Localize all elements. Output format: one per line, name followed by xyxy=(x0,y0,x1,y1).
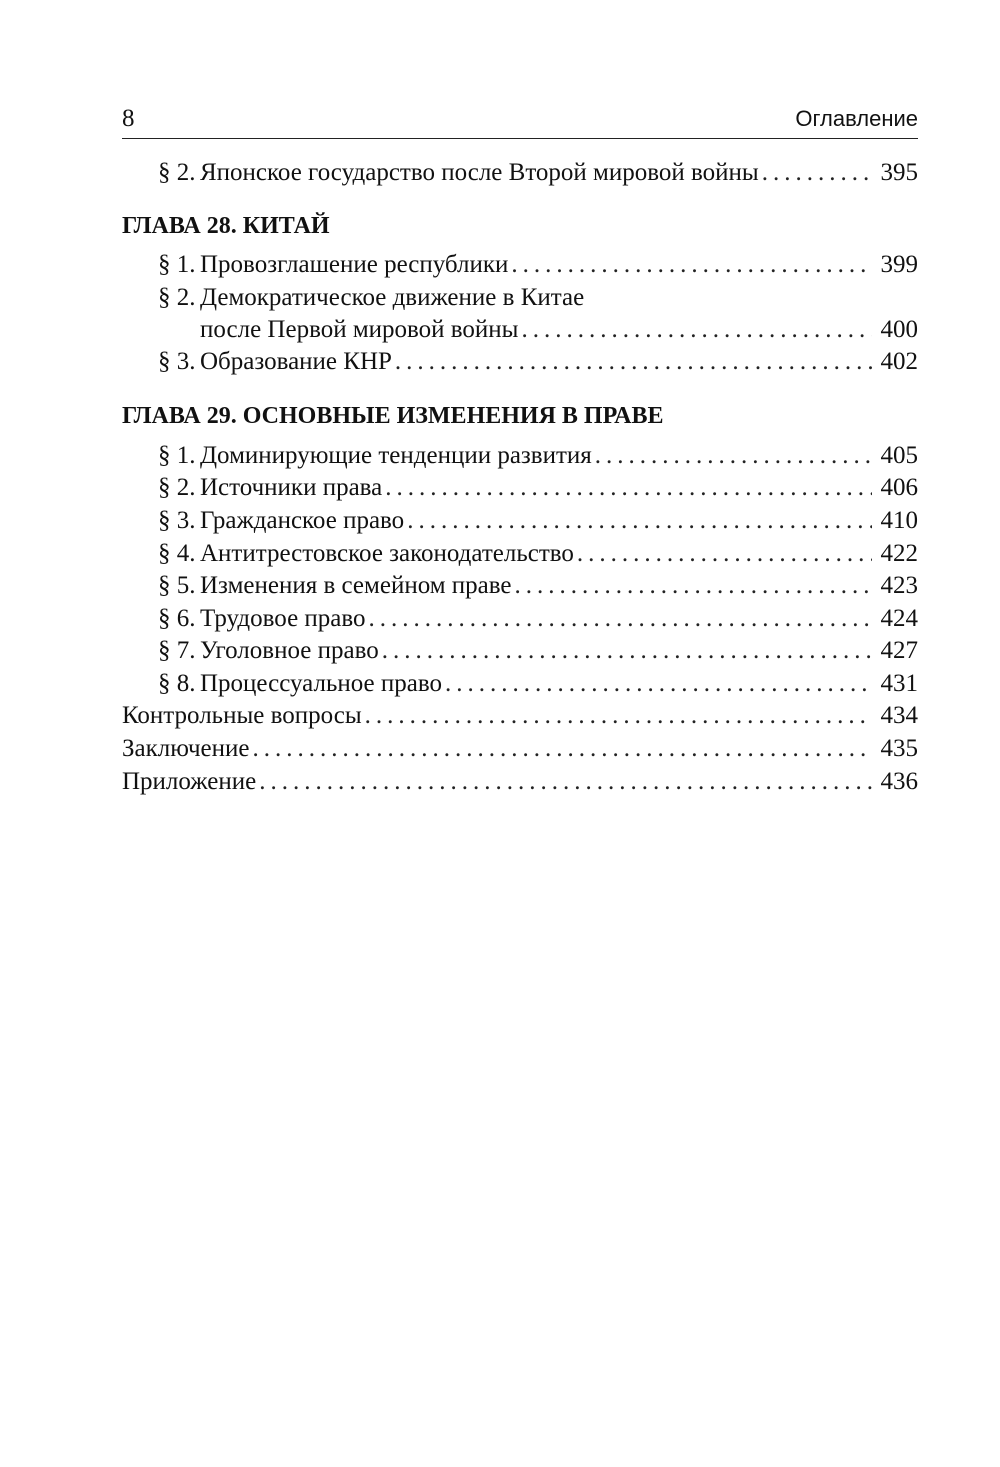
page-ref: 427 xyxy=(880,637,918,664)
toc-entry-control-questions[interactable] xyxy=(122,700,918,732)
section-title: Доминирующие тенденции развития xyxy=(200,442,592,469)
page-ref: 402 xyxy=(880,348,918,375)
leader-dots xyxy=(445,668,872,700)
leader-dots xyxy=(521,314,872,346)
section-title: Демократическое движение в Китае xyxy=(200,284,585,311)
page-ref: 423 xyxy=(880,572,918,599)
section-title: Антитрестовское законодательство xyxy=(200,540,574,567)
section-number: § 3. xyxy=(158,507,196,534)
toc-entry-ch29-s5[interactable] xyxy=(122,570,918,602)
section-title: Образование КНР xyxy=(200,348,392,375)
page-ref: 422 xyxy=(880,540,918,567)
page-number: 8 xyxy=(122,105,135,132)
section-number: § 1. xyxy=(158,251,196,278)
section-title: Источники права xyxy=(200,474,383,501)
section-title: Процессуальное право xyxy=(200,670,443,697)
toc-entry-conclusion[interactable] xyxy=(122,733,918,765)
page-ref: 424 xyxy=(880,605,918,632)
page-ref: 435 xyxy=(880,735,918,762)
section-number: § 8. xyxy=(158,670,196,697)
leader-dots xyxy=(253,733,873,765)
page-ref: 410 xyxy=(880,507,918,534)
leader-dots xyxy=(382,635,872,667)
entry-title: Приложение xyxy=(122,768,257,795)
toc-entry-prev-section[interactable] xyxy=(122,157,918,189)
section-number: § 2. xyxy=(158,284,196,311)
leader-dots xyxy=(365,700,872,732)
page-ref: 395 xyxy=(880,159,918,186)
page-ref: 399 xyxy=(880,251,918,278)
section-number: § 2. xyxy=(158,474,196,501)
section-title: Трудовое право xyxy=(200,605,366,632)
toc-entry-ch29-s3[interactable] xyxy=(122,505,918,537)
section-number: § 2. xyxy=(158,159,196,186)
leader-dots xyxy=(577,538,872,570)
page-ref: 405 xyxy=(880,442,918,469)
section-title-continued: после Первой мировой войны xyxy=(200,316,519,343)
leader-dots xyxy=(762,157,872,189)
leader-dots xyxy=(407,505,872,537)
toc-entry-ch29-s2[interactable] xyxy=(122,472,918,504)
toc-entry-appendix[interactable] xyxy=(122,766,918,798)
section-number: § 6. xyxy=(158,605,196,632)
leader-dots xyxy=(385,472,872,504)
chapter-28-heading[interactable]: ГЛАВА 28. КИТАЙ xyxy=(122,213,330,239)
section-title: Уголовное право xyxy=(200,637,379,664)
leader-dots xyxy=(259,766,872,798)
toc-entry-ch28-s1[interactable] xyxy=(122,249,918,281)
section-title: Гражданское право xyxy=(200,507,405,534)
toc-entry-ch28-s2-line2[interactable] xyxy=(122,314,918,346)
page-ref: 400 xyxy=(880,316,918,343)
page-ref: 431 xyxy=(880,670,918,697)
section-number: § 3. xyxy=(158,348,196,375)
page-ref: 406 xyxy=(880,474,918,501)
section-title: Провозглашение республики xyxy=(200,251,509,278)
toc-entry-ch29-s6[interactable] xyxy=(122,603,918,635)
entry-title: Контрольные вопросы xyxy=(122,702,362,729)
section-title: Японское государство после Второй мировой войны xyxy=(200,159,759,186)
section-number: § 1. xyxy=(158,442,196,469)
section-number: § 7. xyxy=(158,637,196,664)
page-header xyxy=(122,104,918,139)
leader-dots xyxy=(395,346,872,378)
toc-entry-ch29-s1[interactable] xyxy=(122,440,918,472)
toc-entry-ch29-s4[interactable] xyxy=(122,538,918,570)
chapter-29-heading[interactable]: ГЛАВА 29. ОСНОВНЫЕ ИЗМЕНЕНИЯ В ПРАВЕ xyxy=(122,403,664,429)
page-ref: 436 xyxy=(880,768,918,795)
toc-entry-ch28-s3[interactable] xyxy=(122,346,918,378)
leader-dots xyxy=(511,249,872,281)
section-number: § 4. xyxy=(158,540,196,567)
leader-dots xyxy=(595,440,872,472)
toc-entry-ch29-s7[interactable] xyxy=(122,635,918,667)
page-ref: 434 xyxy=(880,702,918,729)
entry-title: Заключение xyxy=(122,735,250,762)
section-number: § 5. xyxy=(158,572,196,599)
toc-entry-ch28-s2-line1[interactable] xyxy=(158,282,584,314)
running-title: Оглавление xyxy=(795,106,918,131)
section-title: Изменения в семейном праве xyxy=(200,572,512,599)
toc-entry-ch29-s8[interactable] xyxy=(122,668,918,700)
leader-dots xyxy=(369,603,872,635)
leader-dots xyxy=(515,570,872,602)
